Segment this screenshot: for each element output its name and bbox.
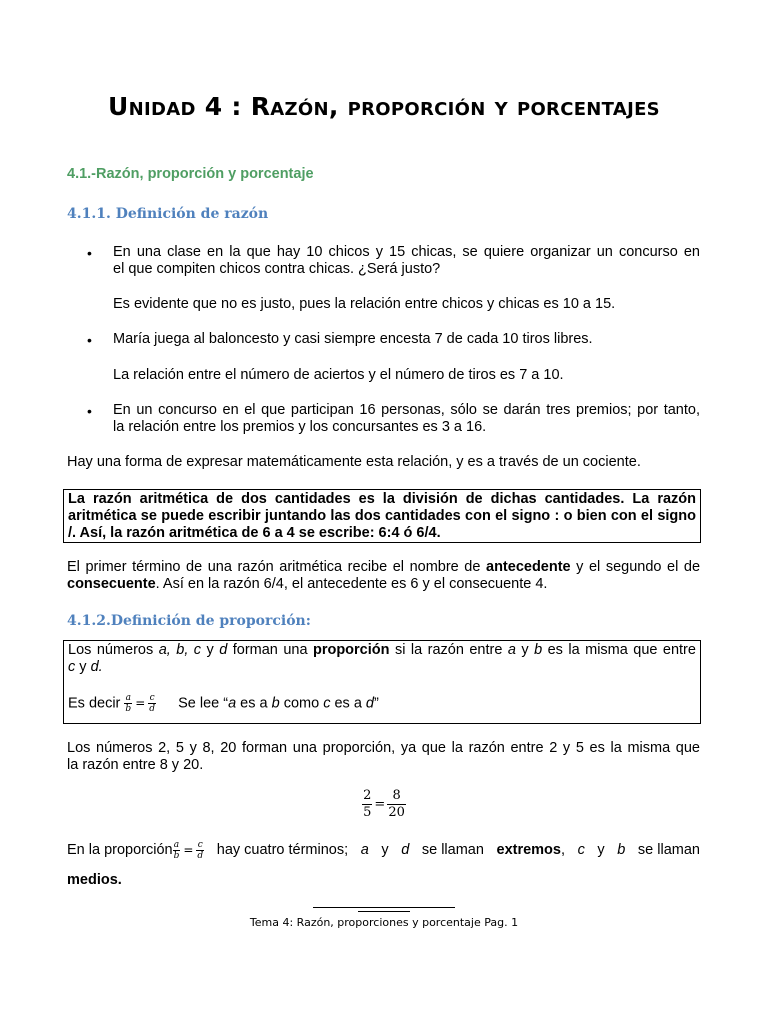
text-span: Es decir (68, 695, 125, 712)
paragraph-antecedente (67, 559, 700, 593)
box2-line-2 (68, 659, 103, 676)
text-span: es a (330, 695, 366, 712)
text-span: ” (374, 695, 379, 712)
proporcion-intro (67, 840, 204, 861)
footer-rule-short (358, 911, 410, 912)
var-text: c (323, 695, 331, 712)
bullet-3-line-2: la relación entre los premios y los concursantes es 3 a 16. (113, 419, 487, 435)
box2-line-3 (68, 693, 379, 714)
fraction-a-over-b (124, 693, 132, 714)
text-span: , (560, 842, 566, 858)
var-text: a (360, 842, 369, 858)
var-text: a (507, 642, 516, 658)
var-text: d (365, 695, 374, 712)
paragraph-example-line-2: la razón entre 8 y 20. (67, 757, 204, 773)
page-title: Unidad 4 : Razón, proporción y porcentajes (108, 92, 660, 121)
text-span: En la proporción (67, 842, 173, 858)
var-text: b (534, 642, 543, 658)
text-span: es a (236, 695, 272, 712)
text-span: se llaman (637, 842, 700, 858)
equals-sign: = (135, 696, 146, 710)
term-antecedente: antecedente (486, 559, 571, 575)
text-span: El primer término de una razón aritmética recibe el nombre de (67, 559, 486, 575)
numerator: 2 (363, 788, 372, 803)
bullet-dot: • (87, 403, 92, 419)
bullet-2-followup: La relación entre el número de aciertos y el número de tiros es 7 a 10. (113, 367, 564, 383)
term-proporcion: proporción (312, 642, 390, 658)
numerator: a (173, 840, 180, 850)
bullet-dot: • (87, 332, 92, 348)
term-extremos-wrap (497, 842, 566, 859)
term-extremos: extremos (496, 842, 561, 858)
fraction-2-over-5 (362, 788, 372, 821)
denominator: d (149, 704, 156, 714)
box2-line-1 (68, 642, 696, 659)
text-span: Se lee “ (178, 695, 229, 712)
equals-sign: = (374, 797, 386, 812)
bullet-dot: • (87, 245, 92, 261)
numerator: c (149, 693, 155, 703)
denominator: d (197, 851, 204, 861)
paragraph-terminos-line-1 (67, 840, 700, 861)
text-span: y el segundo el de (570, 559, 701, 575)
definition-box-proporcion (63, 640, 701, 724)
definition-box-razon (63, 489, 701, 543)
text-span: y (201, 642, 220, 658)
term-consecuente: consecuente (67, 576, 156, 592)
text-span: es la misma que entre (542, 642, 696, 658)
fraction-c-over-d (148, 693, 156, 714)
text-span: y (381, 842, 389, 858)
equation-2-5-8-20 (0, 788, 768, 821)
bullet-3-line-1: En un concurso en el que participan 16 personas, sólo se darán tres premios; por tanto, (113, 402, 700, 418)
subsection-heading-4-1-2: 4.1.2.Definición de proporción: (67, 613, 311, 629)
fraction-8-over-20 (387, 788, 406, 821)
var-text: a, b, c (158, 642, 202, 658)
numerator: c (197, 840, 203, 850)
definition-text: La razón aritmética de dos cantidades es la división de dichas cantidades. La razón aritmética se puede escribir juntando las dos cantidades con el signo : o bien con el signo /. Así, la razón aritmética de 6 a 4 se escribe: 6:4 ó 6/4. (68, 491, 696, 541)
denominator: 20 (388, 805, 405, 820)
text-span: y (515, 642, 535, 658)
equals-sign: = (183, 843, 194, 857)
paragraph-terminos-line-2 (67, 872, 122, 889)
bullet-1-line-2: el que compiten chicos contra chicas. ¿Será justo? (113, 261, 441, 277)
text-span: y (597, 842, 605, 858)
numerator: 8 (387, 788, 406, 805)
term-medios: medios. (67, 872, 122, 888)
section-heading-4-1: 4.1.-Razón, proporción y porcentaje (67, 166, 314, 182)
var-text: d (401, 842, 410, 858)
bullet-2-line-1: María juega al baloncesto y casi siempre encesta 7 de cada 10 tiros libres. (113, 331, 593, 347)
fraction-a-over-b (173, 840, 181, 861)
footer-rule (313, 907, 455, 908)
denominator: b (173, 851, 180, 861)
numerator: a (125, 693, 131, 703)
fraction-c-over-d (196, 840, 204, 861)
var-text: d (219, 642, 228, 658)
text-span: si la razón entre (389, 642, 508, 658)
bullet-1-followup: Es evidente que no es justo, pues la relación entre chicos y chicas es 10 a 15. (113, 296, 616, 312)
text-span: y (75, 659, 91, 675)
subsection-heading-4-1-1: 4.1.1. Definición de razón (67, 206, 269, 222)
text-span: . Así en la razón 6/4, el antecedente es 6 y el consecuente 4. (155, 576, 548, 592)
text-span: se llaman (421, 842, 484, 858)
text-span: forman una (227, 642, 313, 658)
var-text: b (617, 842, 626, 858)
bullet-1-line-1: En una clase en la que hay 10 chicos y 15 chicas, se quiere organizar un concurso en (113, 244, 700, 260)
var-text: d. (90, 659, 103, 675)
text-span: hay cuatro términos; (216, 842, 349, 858)
denominator: 5 (363, 805, 372, 820)
paragraph-example-line-1: Los números 2, 5 y 8, 20 forman una proporción, ya que la razón entre 2 y 5 es la misma que (67, 740, 700, 756)
page-footer: Tema 4: Razón, proporciones y porcentaje Pag. 1 (249, 916, 519, 929)
paragraph-cociente: Hay una forma de expresar matemáticamente esta relación, y es a través de un cociente. (67, 454, 641, 470)
var-text: c (577, 842, 585, 858)
var-text: b (271, 695, 280, 712)
text-span: como (279, 695, 324, 712)
text-span: Los números (68, 642, 159, 658)
var-text: c (68, 659, 76, 675)
var-text: a (228, 695, 237, 712)
denominator: b (125, 704, 132, 714)
